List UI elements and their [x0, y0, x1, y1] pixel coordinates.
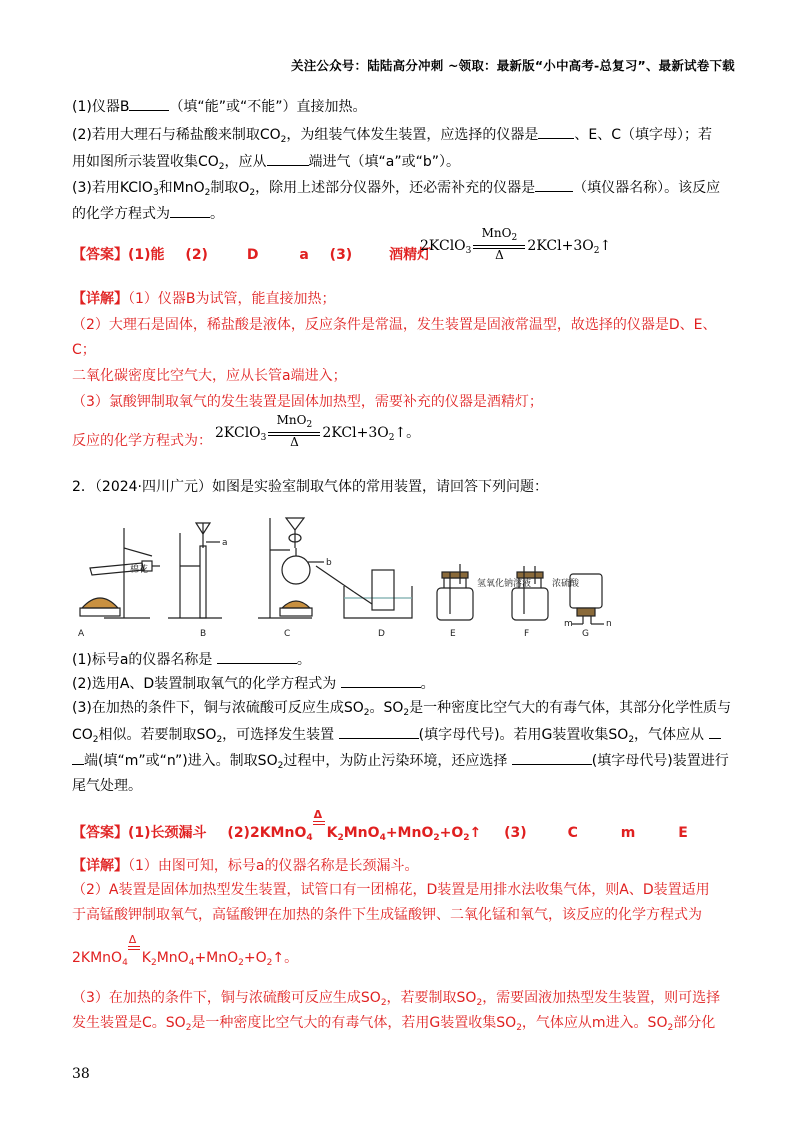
detail-1-line-6: 反应的化学方程式为：: [72, 433, 212, 449]
q1-line-5: 的化学方程式为 。: [72, 203, 224, 224]
detail-1-line-2: （2）大理石是固体，稀盐酸是液体，反应条件是常温，发生装置是固液常温型，故选择的仪器是D、E、: [72, 317, 717, 333]
q2-line-1: (1)标号a的仪器名称是 。: [72, 649, 311, 670]
detail-2-line-4: 2KMnO$_4$ Δ $K_2MnO_4+MnO_2+O_2↑$。: [72, 933, 299, 968]
answer-blank: [341, 673, 421, 688]
q2-line-6: 尾气处理。: [72, 778, 142, 794]
answer-blank: [267, 151, 309, 166]
detail-2-line-2: （2）A装置是固体加热型发生装置，试管口有一团棉花，D装置是用排水法收集气体，则A、D装置适用: [72, 882, 710, 898]
detail-1-line-5: （3）氯酸钾制取氧气的发生装置是固体加热型，需要补充的仪器是酒精灯；: [72, 394, 543, 410]
q1-line-3: 用如图所示装置收集$CO_2$，应从 端进气（填“a”或“b”）。: [72, 151, 460, 177]
label-E: E: [450, 629, 456, 639]
detail-1-line-3: C；: [72, 342, 96, 358]
answer-blank: [709, 724, 721, 739]
label-naoh: 氢氧化钠溶液: [477, 579, 532, 589]
answer-2: 【答案】(1)长颈漏斗 (2)2KMnO$_4$ Δ $K_2MnO_4+MnO_2+O_2↑$ (3) C m E: [72, 808, 688, 843]
answer-1: 【答案】(1)能 (2) D a (3) 酒精灯: [72, 247, 432, 263]
answer-blank: [129, 96, 169, 111]
apparatus-c: [258, 518, 324, 618]
q2-line-5: 端(填“m”或“n”)进入。制取$SO_2$过程中，为防止污染环境，还应选择 (填字母代号)装置进行: [72, 750, 729, 776]
label-m: m: [564, 619, 573, 629]
detail-1-line-4: 二氧化碳密度比空气大，应从长管a端进入；: [72, 368, 347, 384]
detail-1-line-1: 【详解】（1）仪器B为试管，能直接加热；: [72, 291, 336, 307]
apparatus-f: [512, 566, 548, 620]
answer-blank: [217, 649, 297, 664]
label-A: A: [78, 629, 85, 639]
chem-equation-1: 2KClO$_3$ $\frac{MnO_2}{\Delta}$ $2KCl+3O_2↑$: [420, 226, 612, 262]
q1-line-4: (3)若用KClO$_3$和MnO$_2$制取$O_2$，除用上述部分仪器外，还必需补充的仪器是 （填仪器名称）。该反应: [72, 177, 720, 203]
label-b: b: [326, 558, 332, 568]
answer-blank: [339, 724, 419, 739]
label-n: n: [606, 619, 612, 629]
label-C: C: [284, 629, 291, 639]
page-header: 关注公众号：陆陆高分冲刺 ~领取：最新版“小中高考-总复习”、最新试卷下载: [291, 58, 735, 73]
page-number: 38: [72, 1066, 90, 1082]
answer-blank: [538, 124, 574, 139]
chem-equation-2: 2KClO$_3$ $\frac{MnO_2}{\Delta}$ $2KCl+3O_2↑$。: [215, 413, 421, 449]
q2-line-3: (3)在加热的条件下，铜与浓硫酸可反应生成$SO_2$。$SO_2$是一种密度比空气大的有毒气体，其部分化学性质与: [72, 700, 732, 718]
label-a: a: [222, 538, 228, 548]
detail-2-line-6: 发生装置是C。$SO_2$是一种密度比空气大的有毒气体，若用G装置收集$SO_2$，气体应从m进入。$SO_2$部分化: [72, 1015, 716, 1033]
label-B: B: [200, 629, 207, 639]
label-G: G: [582, 629, 589, 639]
q2-line-4: $CO_2$相似。若要制取$SO_2$，可选择发生装置 (填字母代号)。若用G装置收集$SO_2$，气体应从: [72, 724, 721, 750]
apparatus-d: [316, 566, 412, 618]
answer-blank: [512, 750, 592, 765]
label-cotton: 棉花: [130, 565, 149, 575]
answer-blank: [170, 203, 210, 218]
q2-line-2: (2)选用A、D装置制取氧气的化学方程式为 。: [72, 673, 435, 694]
answer-blank: [535, 177, 573, 192]
answer-blank: [72, 750, 84, 765]
label-acid: 浓硫酸: [552, 579, 580, 589]
question-2-title: 2．（2024·四川广元）如图是实验室制取气体的常用装置，请回答下列问题：: [72, 479, 548, 495]
apparatus-b: [168, 523, 222, 618]
detail-2-line-1: 【详解】（1）由图可知，标号a的仪器名称是长颈漏斗。: [72, 858, 419, 874]
label-F: F: [524, 629, 530, 639]
apparatus-figure: [72, 508, 632, 640]
q1-line-2: (2)若用大理石与稀盐酸来制取$CO_2$，为组装气体发生装置，应选择的仪器是 、E、C（填字母）；若: [72, 124, 712, 150]
q1-line-1: (1)仪器B （填“能”或“不能”）直接加热。: [72, 96, 366, 117]
detail-2-line-3: 于高锰酸钾制取氧气，高锰酸钾在加热的条件下生成锰酸钾、二氧化锰和氧气，该反应的化学方程式为: [72, 907, 702, 923]
label-D: D: [378, 629, 385, 639]
detail-2-line-5: （3）在加热的条件下，铜与浓硫酸可反应生成$SO_2$，若要制取$SO_2$，需要固液加热型发生装置，则可选择: [72, 990, 721, 1008]
apparatus-e: [437, 564, 473, 620]
